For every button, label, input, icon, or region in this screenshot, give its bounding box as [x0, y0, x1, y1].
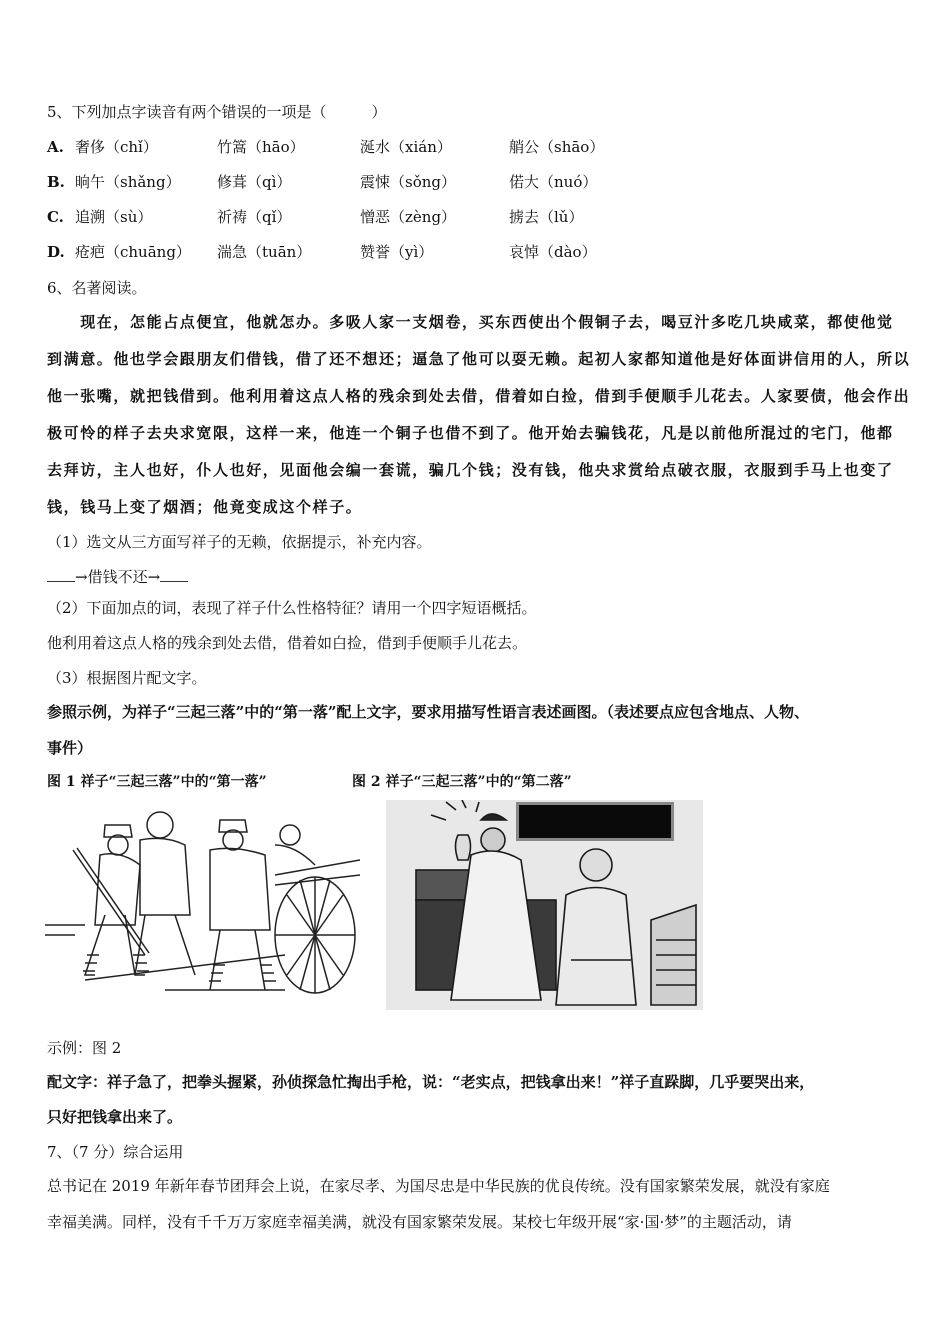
- passage-line: 他一张嘴，就把钱借到。他利用着这点人格的残余到处去借，借着如白捡，借到手便顺手儿花去。人家要债，他会作出: [47, 387, 911, 405]
- example-text-1: 配文字：祥子急了，把拳头握紧，孙侦探急忙掏出手枪，说：“老实点，把钱拿出来！”祥子直跺脚，几乎要哭出来，: [47, 1073, 815, 1091]
- example-text-2: 只好把钱拿出来了。: [47, 1108, 183, 1126]
- option-item: 晌午（shǎng）: [75, 173, 181, 191]
- figure-1-image: [45, 805, 360, 1005]
- option-letter: D.: [47, 243, 65, 261]
- passage-line: 到满意。他也学会跟朋友们借钱，借了还不想还；逼急了他可以耍无赖。起初人家都知道他是好体面讲信用的人，所以: [47, 350, 911, 368]
- option-letter: B.: [47, 173, 65, 191]
- option-letter: A.: [47, 138, 64, 156]
- option-item: 哀悼（dào）: [509, 243, 597, 261]
- option-letter: C.: [47, 208, 64, 226]
- passage-line: 极可怜的样子去央求宽限，这样一来，他连一个铜子也借不到了。他开始去骗钱花，凡是以前他所混过的宅门，他都: [47, 424, 894, 442]
- q6-sub3-instruction-1: 参照示例，为祥子“三起三落”中的“第一落”配上文字，要求用描写性语言表述画图。（表述要点应包含地点、人物、: [47, 703, 810, 721]
- chain-middle: →借钱不还→: [75, 568, 161, 586]
- q6-sub1-chain: [47, 567, 188, 587]
- q6-title: 6、名著阅读。: [47, 279, 147, 297]
- option-item: 奢侈（chǐ）: [75, 138, 158, 156]
- q6-sub2-sentence: 他利用着这点人格的残余到处去借，借着如白捡，借到手便顺手儿花去。: [47, 634, 528, 652]
- example-label: 示例：图 2: [47, 1039, 122, 1057]
- q6-sub3-label: （3）根据图片配文字。: [47, 669, 207, 687]
- soldiers-rickshaw-illustration: [45, 805, 360, 1005]
- option-item: 艄公（shāo）: [509, 138, 605, 156]
- option-item: 涎水（xián）: [360, 138, 452, 156]
- option-item: 偌大（nuó）: [509, 173, 598, 191]
- passage-line: 钱，钱马上变了烟酒；他竟变成这个样子。: [47, 498, 363, 516]
- option-item: 竹篙（hāo）: [217, 138, 305, 156]
- q6-sub3-instruction-2: 事件）: [47, 739, 93, 757]
- q7-title: 7、（7 分）综合运用: [47, 1143, 184, 1161]
- redacted-label-box: [516, 802, 674, 841]
- answer-blank-right[interactable]: [160, 567, 188, 582]
- figure-2-image: [386, 800, 703, 1010]
- q6-sub2-label: （2）下面加点的词，表现了祥子什么性格特征？请用一个四字短语概括。: [47, 599, 537, 617]
- option-item: 湍急（tuān）: [217, 243, 312, 261]
- option-item: 掳去（lǔ）: [509, 208, 584, 226]
- figure-1-caption: 图 1 祥子“三起三落”中的“第一落”: [47, 774, 267, 790]
- q5-title: 5、下列加点字读音有两个错误的一项是（ ）: [47, 103, 387, 121]
- option-item: 赞誉（yì）: [360, 243, 434, 261]
- option-item: 追溯（sù）: [75, 208, 153, 226]
- option-item: 疮疤（chuāng）: [75, 243, 191, 261]
- option-item: 修葺（qì）: [217, 173, 292, 191]
- passage-line: 现在，怎能占点便宜，他就怎办。多吸人家一支烟卷，买东西使出个假铜子去，喝豆汁多吃几块咸菜，都使他觉: [47, 313, 894, 331]
- option-item: 震悚（sǒng）: [360, 173, 456, 191]
- option-item: 憎恶（zèng）: [360, 208, 457, 226]
- answer-blank-left[interactable]: [47, 567, 75, 582]
- q7-text-2: 幸福美满。同样，没有千千万万家庭幸福美满，就没有国家繁荣发展。某校七年级开展“家·国·梦”的主题活动，请: [47, 1213, 792, 1231]
- q6-sub1-label: （1）选文从三方面写祥子的无赖，依据提示，补充内容。: [47, 533, 432, 551]
- passage-line: 去拜访，主人也好，仆人也好，见面他会编一套谎，骗几个钱；没有钱，他央求赏给点破衣服，衣服到手马上也变了: [47, 461, 894, 479]
- q7-text-1: 总书记在 2019 年新年春节团拜会上说，在家尽孝、为国尽忠是中华民族的优良传统。没有国家繁荣发展，就没有家庭: [47, 1177, 830, 1195]
- option-item: 祈祷（qǐ）: [217, 208, 292, 226]
- figure-2-caption: 图 2 祥子“三起三落”中的“第二落”: [352, 774, 572, 790]
